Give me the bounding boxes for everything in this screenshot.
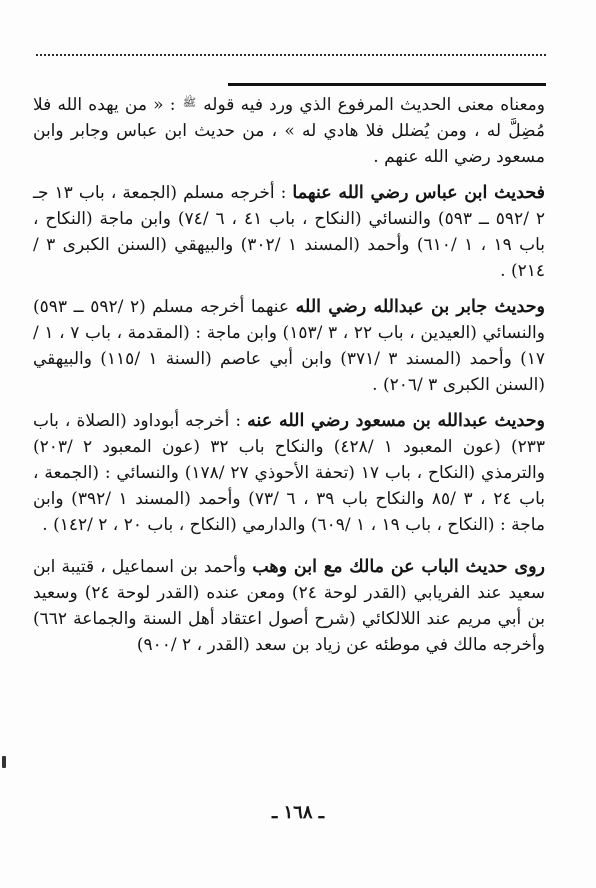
jabir-paragraph	[33, 294, 545, 398]
jabir-text: عنهما أخرجه مسلم (٢ /٥٩٢ ــ ٥٩٣) والنسائي (العيدين ، باب ٢٢ ، ٣ /١٥٣) وابن ماجة : (المقدمة ، باب ٧ ، ١ /١٧) وأحمد (المسند ٣ /٣٧١) وابن أبي عاصم (السنة ١ /١١٥) والبيهقي (السنن الكبرى ٣ /٢٠٦) .	[33, 297, 545, 395]
ibn-abbas-paragraph	[33, 180, 545, 284]
ibn-masud-paragraph	[33, 408, 545, 538]
malik-heading: روى حديث الباب عن مالك مع ابن وهب	[252, 557, 545, 577]
ibn-abbas-text: : أخرجه مسلم (الجمعة ، باب ١٣ جـ ٢ /٥٩٢ ــ ٥٩٣) والنسائي (النكاح ، باب ٤١ ، ٦ /٧٤) وابن ماجة (النكاح ، باب ١٩ ، ١ /٦١٠) وأحمد (المسند ١ /٣٠٢) والبيهقي (السنن الكبرى ٣ /٢١٤) .	[33, 183, 546, 281]
ibn-masud-text: : أخرجه أبوداود (الصلاة ، باب ٢٣٣) (عون المعبود ١ /٤٢٨) والنكاح باب ٣٢ (عون المعبود ٢ /٢٠٣) والترمذي (النكاح ، باب ١٧ (تحفة الأحوذي ٢٧ /١٧٨) والنسائي : (الجمعة ، باب ٢٤ ، ٣ /٨٥ والنكاح باب ٣٩ ، ٦ /٧٣) وأحمد (المسند ١ /٣٩٢) وابن ماجة : (النكاح ، باب ١٩ ، ١ /٦٠٩) والدارمي (النكاح ، باب ٢٠ ، ٢ /١٤٢) .	[33, 411, 545, 535]
malik-paragraph	[33, 554, 545, 658]
jabir-heading: وحديث جابر بن عبدالله رضي الله	[295, 297, 545, 317]
page-body	[33, 92, 545, 658]
ibn-abbas-heading: فحديث ابن عباس رضي الله عنهما	[292, 183, 546, 203]
top-dotted-rule	[36, 54, 546, 56]
ibn-masud-heading: وحديث عبدالله بن مسعود رضي الله عنه	[247, 411, 546, 431]
intro-text-end: : « من يهده الله فلا مُضِلَّ له ، ومن يُضلل فلا هادي له » ، من حديث ابن عباس وجابر وابن مسعود رضي الله عنهم .	[33, 95, 545, 167]
header-solid-rule	[228, 83, 546, 86]
intro-text-start: ومعناه معنى الحديث المرفوع الذي ورد فيه قوله	[203, 95, 545, 115]
malik-text: وأحمد بن اسماعيل ، قتيبة ابن سعيد عند الفريابي (القدر لوحة ٢٤) ومعن عنده (القدر لوحة ٢٤) وسعيد بن أبي مريم عند اللالكائي (شرح أصول اعتقاد أهل السنة والجماعة ٦٦٢) وأخرجه مالك في موطئه عن زياد بن سعد (القدر ، ٢ /٩٠٠)	[33, 557, 545, 655]
scan-edge-mark	[2, 756, 6, 768]
page-number: ـ ١٦٨ ـ	[271, 802, 325, 823]
salawat-honorific: ﷺ	[182, 96, 196, 109]
intro-paragraph	[33, 92, 545, 170]
